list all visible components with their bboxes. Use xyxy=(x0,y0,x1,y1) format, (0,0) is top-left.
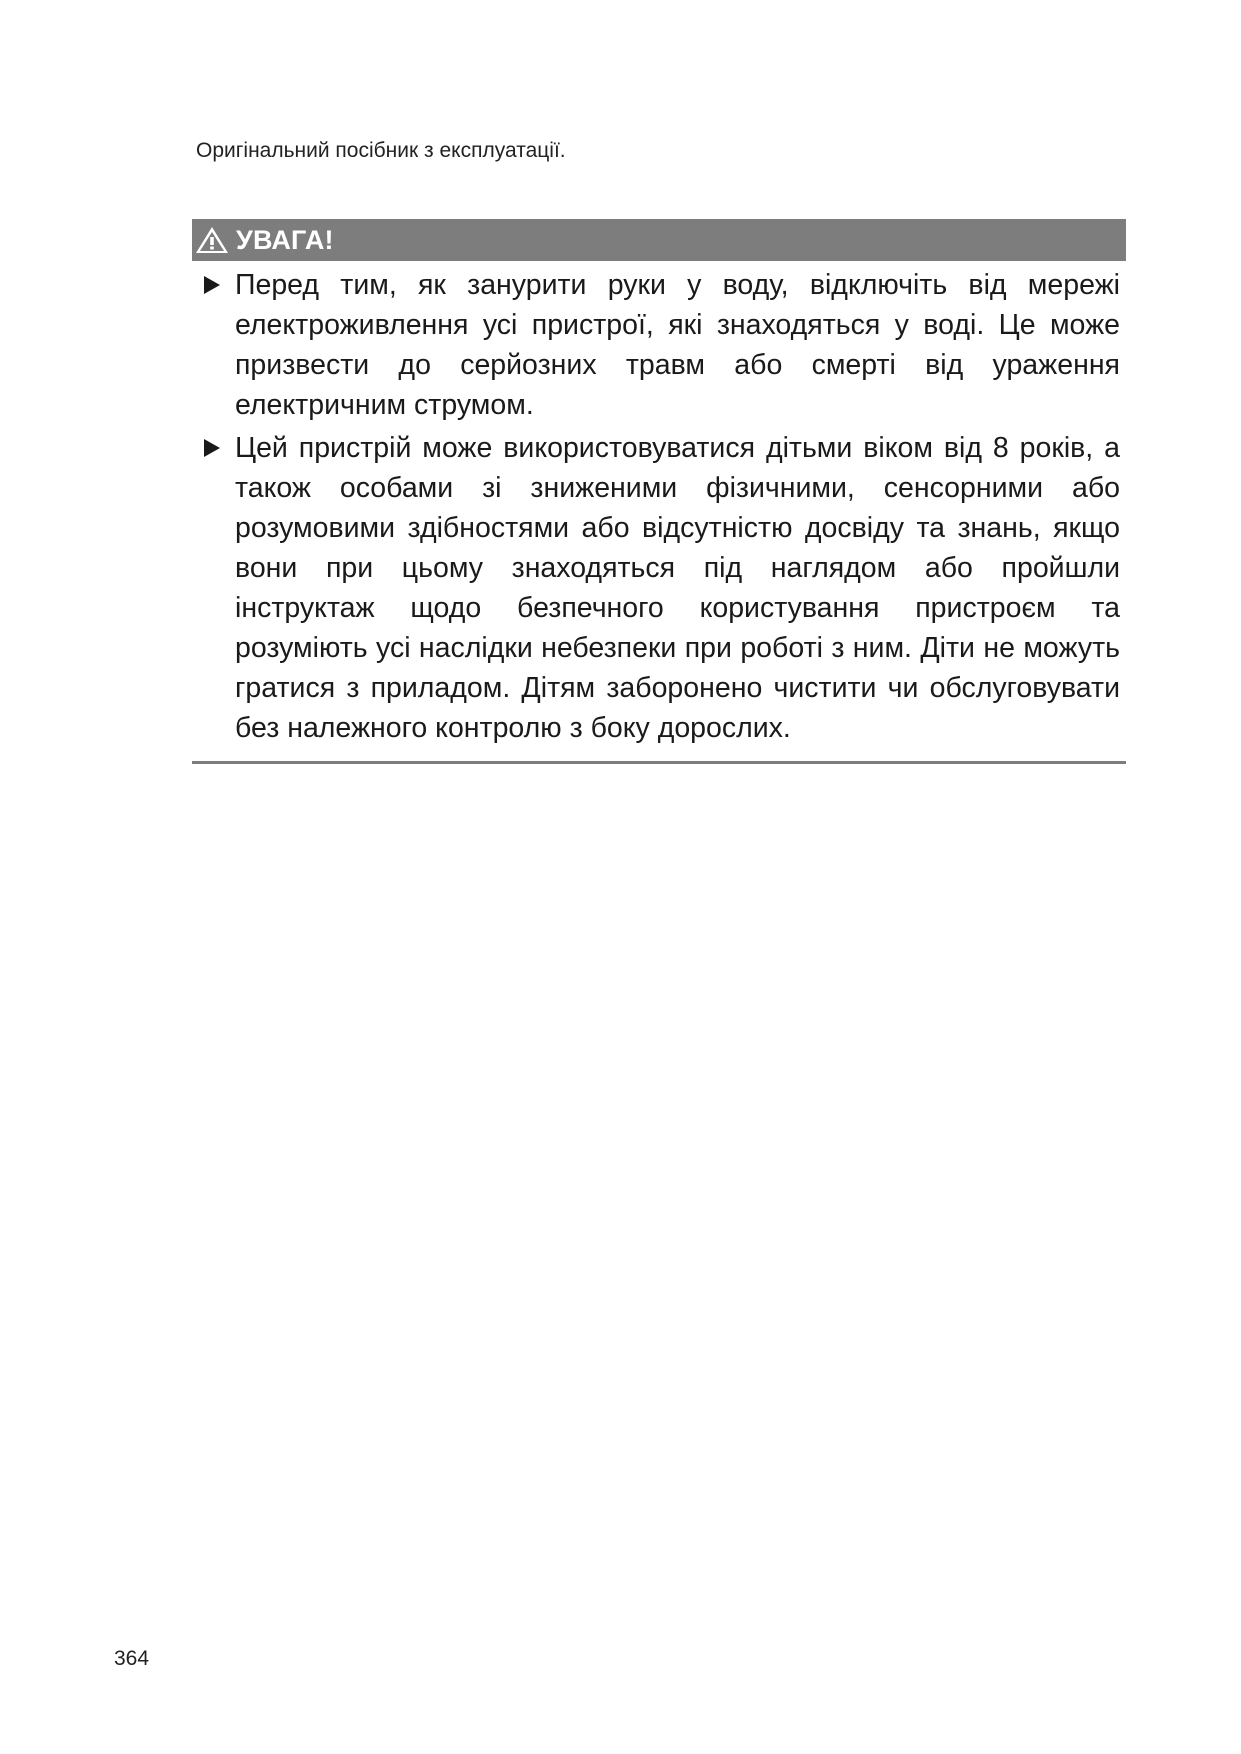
warning-item-text: Перед тим, як занурити руки у воду, відключіть від мережі електроживлення усі пристрої, які знаходяться у воді. Це може призвести до серйозних травм або смерті від ураження електричним струмом. xyxy=(235,269,1120,421)
bullet-triangle-icon xyxy=(204,439,220,457)
warning-list xyxy=(192,261,1126,761)
warning-box xyxy=(192,219,1126,764)
document-subtitle: Оригінальний посібник з експлуатації. xyxy=(196,139,566,162)
warning-item xyxy=(192,428,1126,748)
warning-item-text: Цей пристрій може використовуватися дітьми віком від 8 років, а також особами зі зниженими фізичними, сенсорними або розумовими здібностями або відсутністю досвіду та знань, якщо вони при цьому знаходяться під наглядом або пройшли інструктаж щодо безпечного користування пристроєм та розуміють усі наслідки небезпеки при роботі з ним. Діти не можуть гратися з приладом. Дітям заборонено чистити чи обслуговувати без належного контролю з боку дорослих. xyxy=(235,432,1120,744)
warning-bottom-rule xyxy=(192,761,1126,764)
warning-title: УВАГА! xyxy=(236,224,334,255)
warning-item xyxy=(192,265,1126,425)
warning-header xyxy=(192,219,1126,261)
warning-triangle-icon xyxy=(194,225,236,255)
bullet-triangle-icon xyxy=(204,276,220,294)
page-number: 364 xyxy=(114,1647,150,1670)
